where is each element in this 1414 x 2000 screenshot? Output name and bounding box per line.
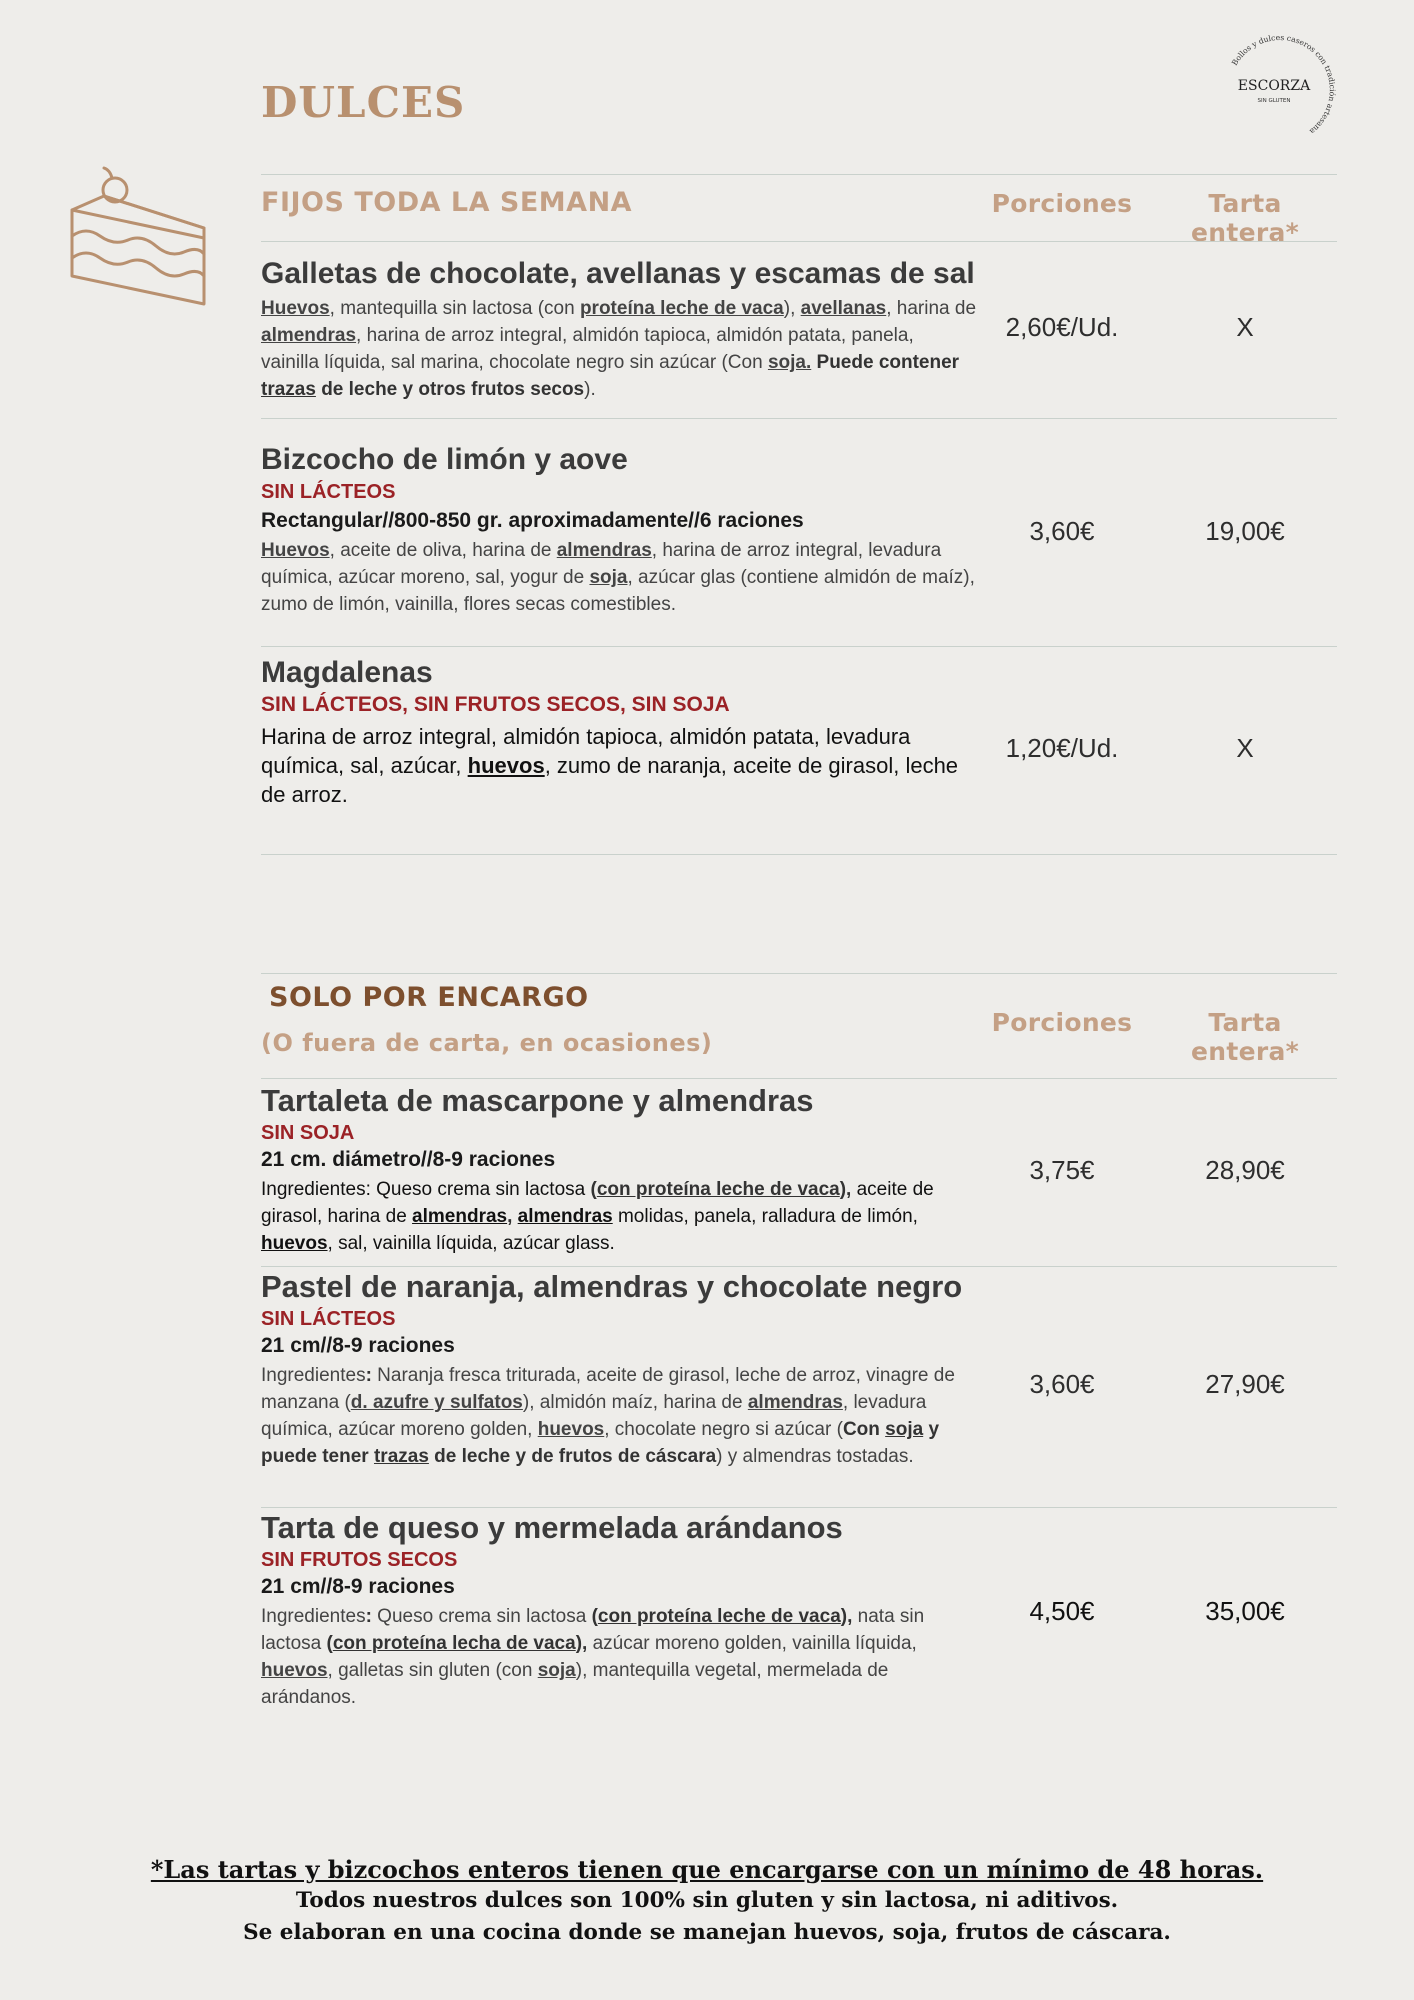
order-section-subheading: (O fuera de carta, en ocasiones): [261, 1029, 713, 1057]
logo-sub: SIN GLUTEN: [1257, 98, 1291, 104]
portion-price: 3,75€: [1029, 1155, 1095, 1185]
logo-brand: ESCORZA: [1237, 78, 1311, 94]
item-ingredients: Huevos, mantequilla sin lactosa (con proteína leche de vaca), avellanas, harina de almendras, harina de arroz integral, almidón tapioca, almidón patata, panela, vainilla líquida, sal marina, chocolate negro sin azúcar (Con soja. Puede contener trazas de leche y otros frutos secos).: [261, 298, 977, 400]
menu-item: [261, 255, 977, 403]
portion-price: 3,60€: [1029, 516, 1095, 546]
whole-price: 28,90€: [1205, 1155, 1285, 1185]
divider: [261, 1078, 1337, 1079]
allergen-tags: SIN LÁCTEOS, SIN FRUTOS SECOS, SIN SOJA: [261, 693, 730, 716]
item-name: Magdalenas: [261, 656, 433, 689]
allergen-tags: SIN LÁCTEOS: [261, 1308, 396, 1330]
item-ingredients: Ingredientes: Naranja fresca triturada, aceite de girasol, leche de arroz, vinagre de manzana (d. azufre y sulfatos), almidón maíz, harina de almendras, levadura química, azúcar moreno golden, huevos, chocolate negro si azúcar (Con soja y puede tener trazas de leche y de frutos de cáscara) y almendras tostadas.: [261, 1365, 955, 1467]
divider: [261, 1507, 1337, 1508]
menu-item: [261, 1268, 977, 1470]
portion-price: 3,60€: [1029, 1369, 1095, 1399]
fixed-col-whole: Tarta entera*: [1190, 189, 1300, 247]
divider: [261, 854, 1337, 855]
logo-arc-text: Bollos y dulces caseros con tradición artesana: [1229, 33, 1337, 137]
divider: [261, 646, 1337, 647]
order-col-whole: Tarta entera*: [1190, 1008, 1300, 1066]
item-size: Rectangular//800-850 gr. aproximadamente//6 raciones: [261, 509, 804, 532]
escorza-logo: [1222, 30, 1342, 150]
footer-line-3: Se elaboran en una cocina donde se manejan huevos, soja, frutos de cáscara.: [243, 1920, 1171, 1945]
item-ingredients: Harina de arroz integral, almidón tapioca, almidón patata, levadura química, sal, azúcar, huevos, zumo de naranja, aceite de girasol, leche de arroz.: [261, 724, 959, 807]
item-name: Tarta de queso y mermelada arándanos: [261, 1510, 843, 1545]
portion-price: 2,60€/Ud.: [1005, 312, 1119, 342]
whole-price: 27,90€: [1205, 1369, 1285, 1399]
portion-price: 1,20€/Ud.: [1005, 733, 1119, 763]
cake-slice-icon: [68, 166, 208, 310]
divider: [261, 418, 1337, 419]
menu-item: [261, 1509, 977, 1711]
page-title: DULCES: [261, 78, 466, 127]
fixed-col-portions: Porciones: [991, 189, 1133, 218]
item-name: Pastel de naranja, almendras y chocolate negro: [261, 1269, 963, 1304]
fixed-section-heading: FIJOS TODA LA SEMANA: [261, 187, 633, 218]
divider: [261, 174, 1337, 175]
footer-notice: *Las tartas y bizcochos enteros tienen que encargarse con un mínimo de 48 horas.: [150, 1855, 1264, 1884]
item-size: 21 cm. diámetro//8-9 raciones: [261, 1148, 556, 1171]
allergen-tags: SIN LÁCTEOS: [261, 481, 396, 503]
divider: [261, 241, 1337, 242]
item-name: Bizcocho de limón y aove: [261, 443, 628, 476]
item-ingredients: Ingredientes: Queso crema sin lactosa (con proteína leche de vaca), aceite de girasol, harina de almendras, almendras molidas, panela, ralladura de limón, huevos, sal, vainilla líquida, azúcar glass.: [261, 1179, 934, 1254]
footer-line-2: Todos nuestros dulces son 100% sin gluten y sin lactosa, ni aditivos.: [295, 1888, 1119, 1913]
whole-price: 35,00€: [1205, 1596, 1285, 1626]
menu-item: [261, 1082, 977, 1257]
divider: [261, 973, 1337, 974]
item-size: 21 cm//8-9 raciones: [261, 1575, 455, 1598]
menu-item: [261, 441, 977, 618]
menu-item: [261, 654, 977, 809]
item-name: Galletas de chocolate, avellanas y escamas de sal: [261, 257, 975, 290]
whole-price: X: [1236, 312, 1254, 342]
item-size: 21 cm//8-9 raciones: [261, 1334, 455, 1357]
allergen-tags: SIN SOJA: [261, 1122, 355, 1144]
portion-price: 4,50€: [1029, 1596, 1095, 1626]
whole-price: X: [1236, 733, 1254, 763]
order-section-heading: SOLO POR ENCARGO: [269, 982, 589, 1013]
divider: [261, 1266, 1337, 1267]
allergen-tags: SIN FRUTOS SECOS: [261, 1549, 458, 1571]
item-ingredients: Ingredientes: Queso crema sin lactosa (con proteína leche de vaca), nata sin lactosa (con proteína lecha de vaca), azúcar moreno golden, vainilla líquida, huevos, galletas sin gluten (con soja), mantequilla vegetal, mermelada de arándanos.: [261, 1606, 925, 1708]
whole-price: 19,00€: [1205, 516, 1285, 546]
item-name: Tartaleta de mascarpone y almendras: [261, 1083, 814, 1118]
item-ingredients: Huevos, aceite de oliva, harina de almendras, harina de arroz integral, levadura química, azúcar moreno, sal, yogur de soja, azúcar glas (contiene almidón de maíz), zumo de limón, vainilla, flores secas comestibles.: [261, 540, 975, 615]
order-col-portions: Porciones: [991, 1008, 1133, 1037]
